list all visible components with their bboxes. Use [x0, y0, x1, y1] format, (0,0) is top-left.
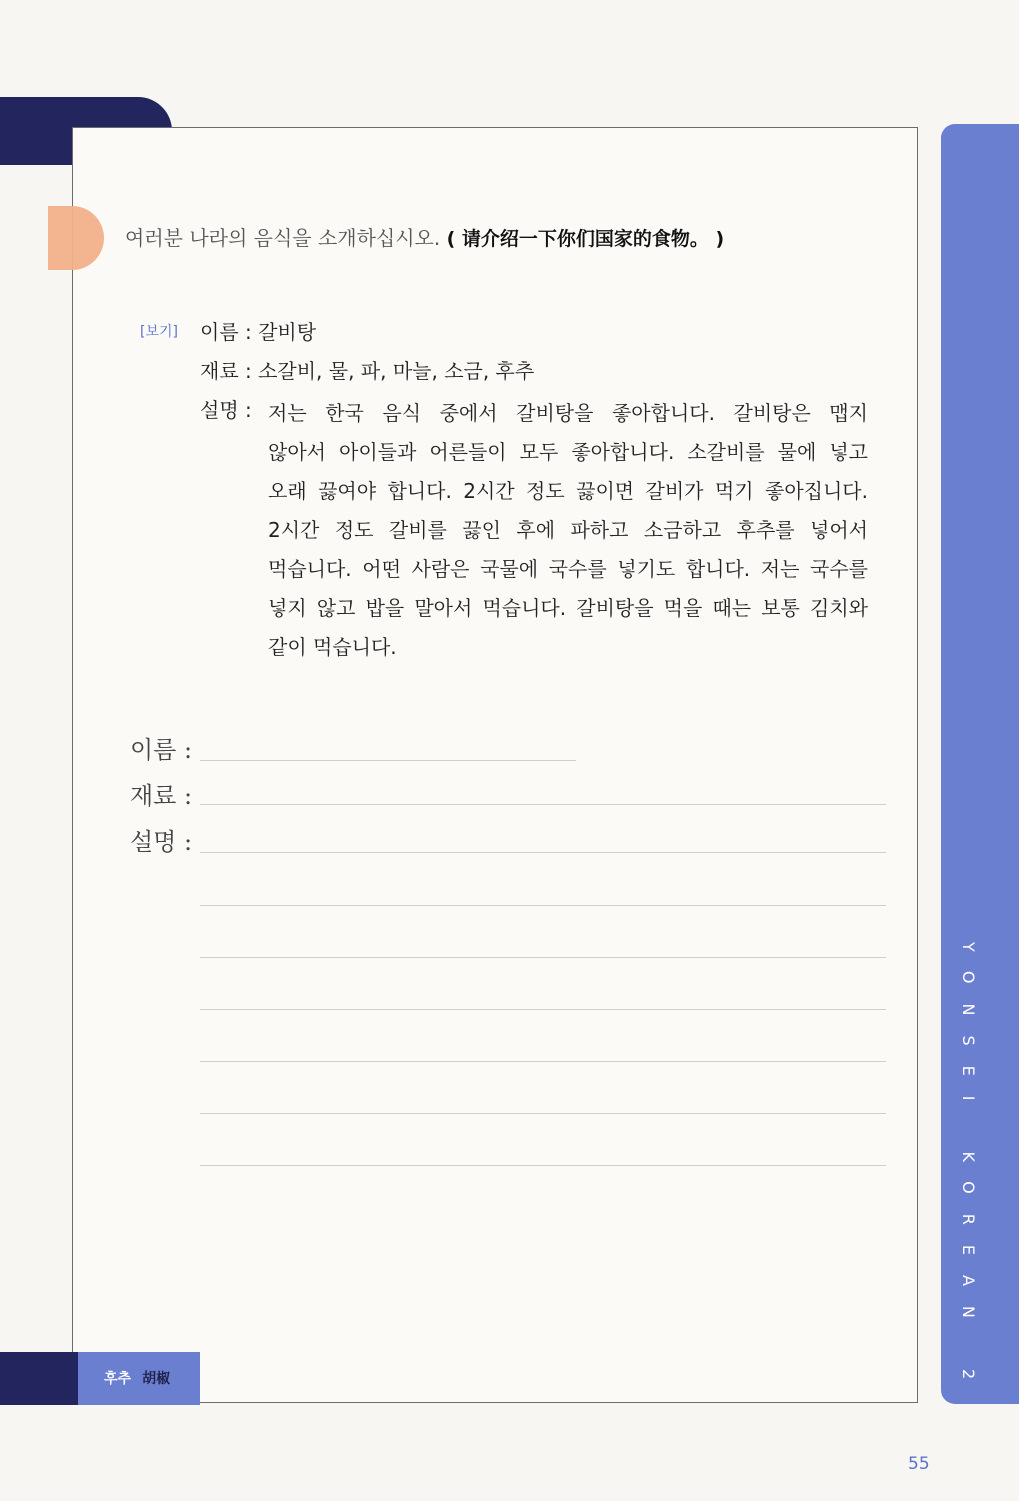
answer-line-desc[interactable] — [200, 957, 886, 958]
example-tag: [보기] — [140, 324, 178, 340]
form-name-label: 이름 : — [130, 736, 193, 764]
vocab-korean: 후추 — [104, 1371, 132, 1387]
desc-line: 넣지 않고 밥을 말아서 먹습니다. 갈비탕을 먹을 때는 보통 김치와 — [268, 596, 868, 620]
desc-line: 2시간 정도 갈비를 끓인 후에 파하고 소금하고 후추를 넣어서 — [268, 518, 868, 542]
side-book-title: YONSEI KOREAN 2 — [959, 942, 978, 1400]
instruction — [125, 222, 724, 251]
answer-line-desc[interactable] — [200, 852, 886, 853]
content-frame — [72, 127, 918, 1403]
answer-line-desc[interactable] — [200, 1165, 886, 1166]
form-desc-label: 설명 : — [130, 828, 193, 856]
example-name: 이름 : 갈비탕 — [200, 320, 317, 344]
vocab-chinese: 胡椒 — [142, 1371, 171, 1387]
desc-line: 같이 먹습니다. — [268, 635, 397, 659]
bottom-tab-decoration — [0, 1352, 80, 1405]
desc-line: 오래 끓여야 합니다. 2시간 정도 끓이면 갈비가 먹기 좋아집니다. — [268, 479, 868, 503]
side-tab — [941, 124, 1019, 1404]
answer-line-desc[interactable] — [200, 1009, 886, 1010]
desc-line: 저는 한국 음식 중에서 갈비탕을 좋아합니다. 갈비탕은 맵지 — [268, 401, 868, 425]
instruction-chinese: ( 请介绍一下你们国家的食物。 ) — [446, 228, 725, 250]
answer-line-desc[interactable] — [200, 1113, 886, 1114]
form-ingredients-label: 재료 : — [130, 782, 193, 810]
instruction-korean: 여러분 나라의 음식을 소개하십시오. — [125, 226, 441, 250]
page-number: 55 — [908, 1454, 930, 1474]
example-desc-label: 설명 : — [200, 398, 252, 422]
answer-line-desc[interactable] — [200, 1061, 886, 1062]
example-description — [268, 394, 868, 667]
answer-line-ingredients[interactable] — [200, 804, 886, 805]
desc-line: 먹습니다. 어떤 사람은 국물에 국수를 넣기도 합니다. 저는 국수를 — [268, 557, 868, 581]
desc-line: 않아서 아이들과 어른들이 모두 좋아합니다. 소갈비를 물에 넣고 — [268, 440, 868, 464]
answer-line-desc[interactable] — [200, 905, 886, 906]
example-ingredients: 재료 : 소갈비, 물, 파, 마늘, 소금, 후추 — [200, 359, 535, 383]
vocabulary-box — [78, 1352, 200, 1405]
answer-line-name[interactable] — [200, 760, 576, 761]
